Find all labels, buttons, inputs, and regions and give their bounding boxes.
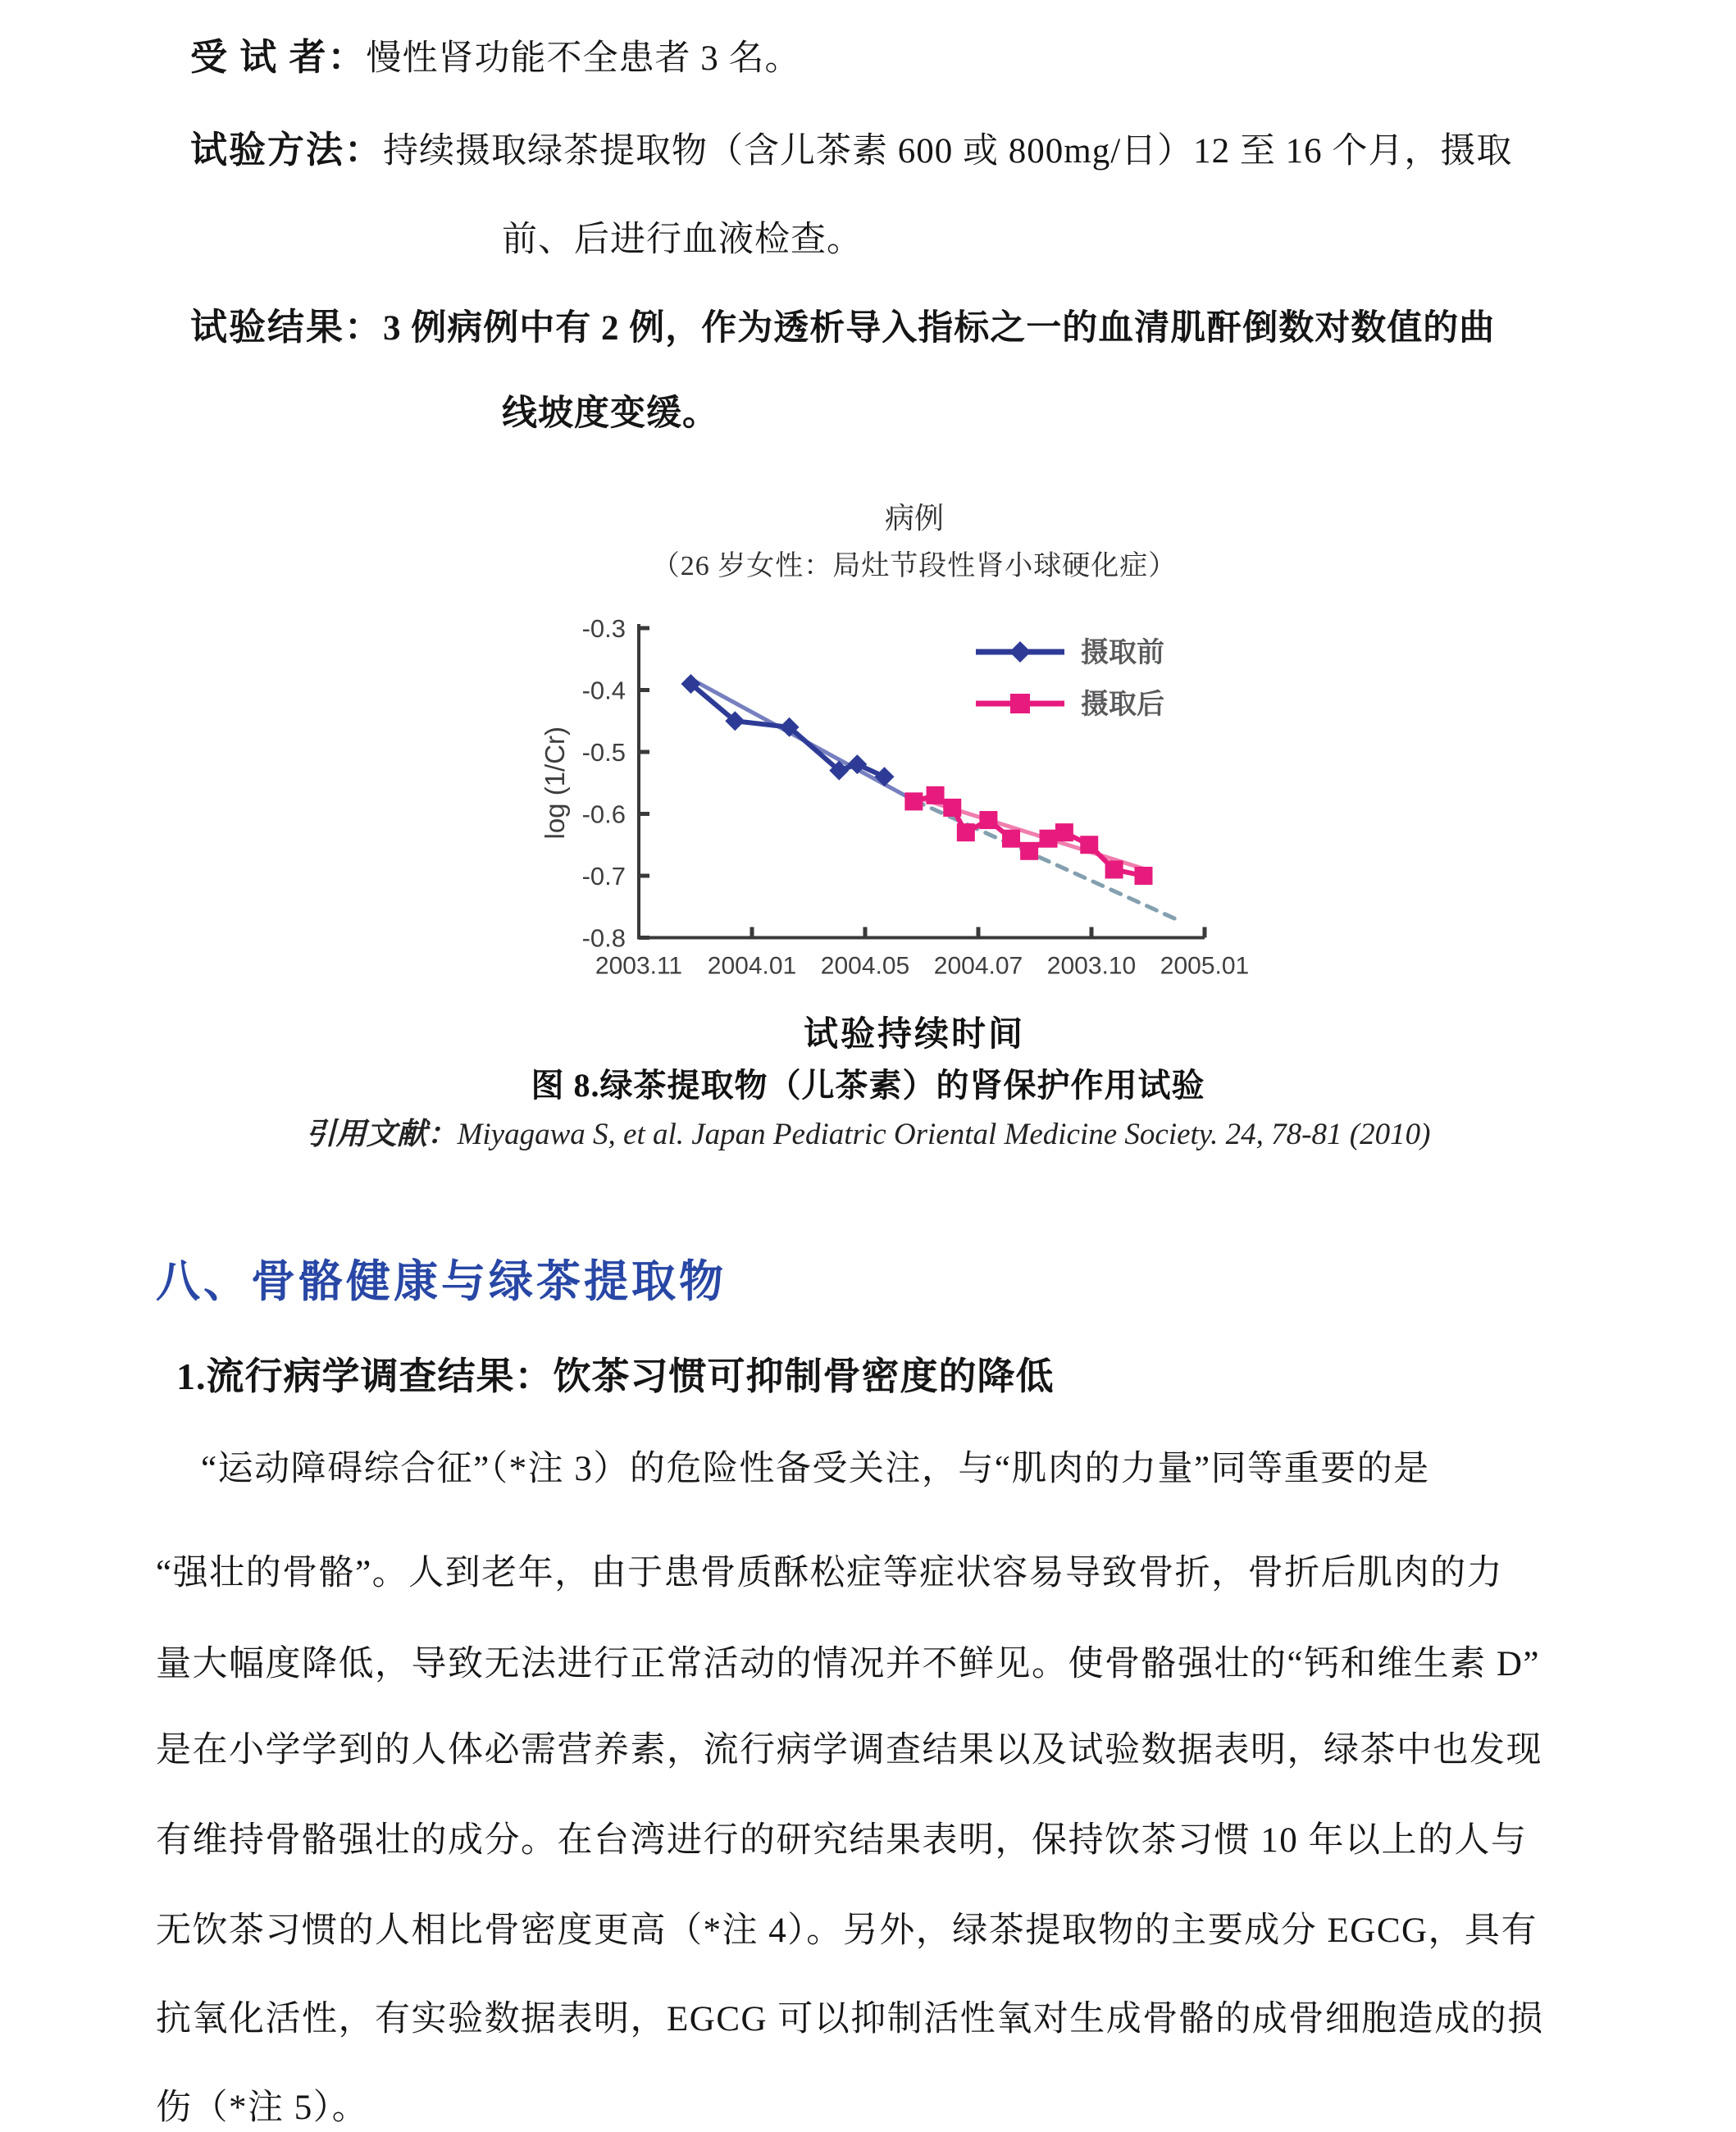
svg-text:2004.07: 2004.07 xyxy=(933,952,1023,980)
svg-text:2004.01: 2004.01 xyxy=(707,952,797,980)
paragraph-line: “强壮的骨骼”。人到老年，由于患骨质酥松症等症状容易导致骨折，骨折后肌肉的力 xyxy=(156,1554,1504,1592)
svg-text:2005.01: 2005.01 xyxy=(1160,952,1250,980)
paragraph-line: 伤（*注 5）。 xyxy=(156,2089,369,2127)
svg-text:摄取后: 摄取后 xyxy=(1081,689,1164,720)
paragraph-line: 抗氧化活性，有实验数据表明，EGCG 可以抑制活性氧对生成骨骼的成骨细胞造成的损 xyxy=(156,2000,1544,2039)
section-subheading: 1.流行病学调查结果：饮茶习惯可抑制骨密度的降低 xyxy=(176,1355,1055,1397)
method-continuation: 前、后进行血液检查。 xyxy=(502,221,863,259)
svg-text:-0.5: -0.5 xyxy=(581,738,626,767)
xaxis-title: 试验持续时间 xyxy=(803,1016,1025,1054)
method-label: 试验方法： xyxy=(190,130,384,171)
citation-label: 引用文献： xyxy=(305,1118,458,1151)
figure-title: 病例 xyxy=(884,502,944,535)
svg-text:-0.8: -0.8 xyxy=(581,923,626,953)
figure-subtitle: （26 岁女性：局灶节段性肾小球硬化症） xyxy=(651,551,1178,581)
result-row xyxy=(190,297,1495,350)
result-label: 试验结果： xyxy=(190,307,384,348)
paragraph-line: 有维持骨骼强壮的成分。在台湾进行的研究结果表明，保持饮茶习惯 10 年以上的人与 xyxy=(156,1821,1528,1860)
paragraph-line: “运动障碍综合征”（*注 3）的危险性备受关注，与“肌肉的力量”同等重要的是 xyxy=(201,1450,1430,1488)
citation-text: Miyagawa S, et al. Japan Pediatric Oriental Medicine Society. 24, 78-81 (2010) xyxy=(457,1118,1431,1151)
svg-text:2003.11: 2003.11 xyxy=(595,952,683,980)
paragraph-line: 无饮茶习惯的人相比骨密度更高（*注 4）。另外，绿茶提取物的主要成分 EGCG，具有 xyxy=(156,1911,1538,1950)
svg-text:-0.7: -0.7 xyxy=(581,862,626,891)
subject-label: 受 试 者： xyxy=(190,37,367,78)
kidney-protection-line-chart xyxy=(517,601,1337,986)
result-continuation: 线坡度变缓。 xyxy=(502,394,718,433)
svg-text:2003.10: 2003.10 xyxy=(1046,952,1137,980)
method-row xyxy=(190,120,1512,173)
paragraph-line: 是在小学学到的人体必需营养素，流行病学调查结果以及试验数据表明，绿茶中也发现 xyxy=(156,1731,1542,1770)
subject-row xyxy=(190,27,801,80)
svg-text:log (1/Cr): log (1/Cr) xyxy=(540,726,570,840)
svg-text:-0.4: -0.4 xyxy=(581,676,626,705)
subject-value: 慢性肾功能不全患者 3 名。 xyxy=(366,39,801,78)
method-value: 持续摄取绿茶提取物（含儿茶素 600 或 800mg/日）12 至 16 个月，摄取 xyxy=(383,132,1513,171)
figure-caption: 图 8.绿茶提取物（儿茶素）的肾保护作用试验 xyxy=(531,1067,1205,1104)
figure-citation xyxy=(0,1109,1736,1153)
section-heading: 八、骨骼健康与绿茶提取物 xyxy=(156,1257,727,1306)
result-value: 3 例病例中有 2 例，作为透析导入指标之一的血清肌酐倒数对数值的曲 xyxy=(383,309,1496,348)
svg-text:2004.05: 2004.05 xyxy=(820,952,910,980)
paragraph-line: 量大幅度降低，导致无法进行正常活动的情况并不鲜见。使骨骼强壮的“钙和维生素 D” xyxy=(156,1645,1540,1683)
svg-text:-0.3: -0.3 xyxy=(581,614,626,643)
svg-text:-0.6: -0.6 xyxy=(581,800,626,829)
svg-text:摄取前: 摄取前 xyxy=(1081,637,1164,668)
